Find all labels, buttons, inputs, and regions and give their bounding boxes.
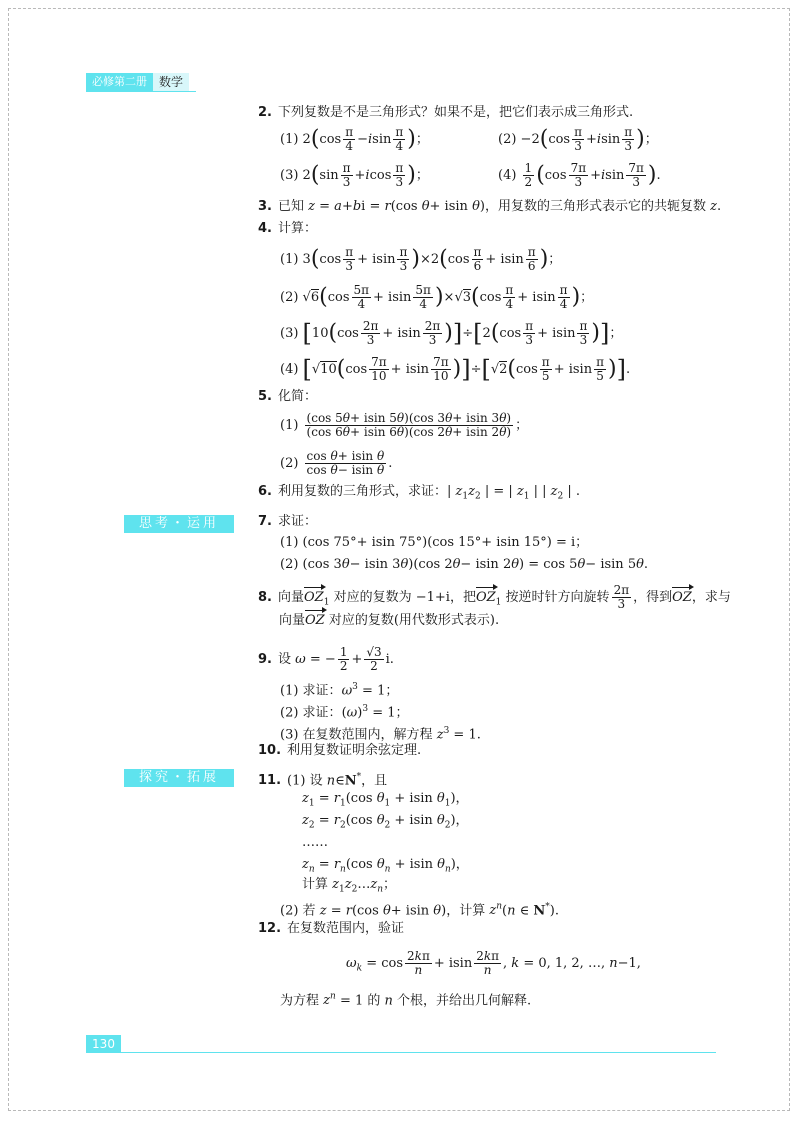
- q7-item-2: (2) (cos 3θ− isin 3θ)(cos 2θ− isin 2θ) = cos 5θ− isin 5θ.: [280, 557, 649, 572]
- question-7: 7. 求证：: [258, 514, 317, 529]
- q7-item-1: (1) (cos 75°+ isin 75°)(cos 15°+ isin 15°) = i；: [280, 535, 589, 550]
- header-title: 数学: [153, 73, 189, 91]
- q2-item-1: (1) 2(cos $\frac{\pi}{4}$ −isin $\frac{\pi}{4}$ )；: [280, 125, 429, 153]
- header-rule: [86, 91, 196, 92]
- footer-rule: [121, 1052, 716, 1053]
- q11-item-2: (2) 若 z = r(cos θ+ isin θ)，计算 $z^n(n$ ∈ N*).: [280, 902, 559, 919]
- q5-item-2: (2) $\frac{\text{cos θ+ isin θ}}{\text{cos θ− isin θ}}$ .: [280, 449, 393, 477]
- side-tag-explore: 探究・拓展: [124, 769, 234, 787]
- q11-calc: 计算 $z_1z_2\dots z_n$；: [302, 877, 397, 895]
- header-tag: 必修第二册: [86, 73, 153, 91]
- q2-item-2: (2) −2(cos $\frac{\pi}{3}$ +isin $\frac{\pi}{3}$ )；: [498, 125, 658, 153]
- q4-item-4: (4) [√10(cos $\frac{7\pi}{10}$ + isin $\frac{7\pi}{10}$ )]÷[√2(cos $\frac{\pi}{5}$ + isin $\frac{\pi}{5}$ )].: [280, 355, 631, 384]
- q12-formula: $\omega_k = \cos$ $\frac{2k\pi}{n}$ + isin $\frac{2k\pi}{n}$ , k = 0, 1, 2, …, n−1,: [346, 949, 641, 977]
- question-12: 12. 在复数范围内，验证: [258, 921, 405, 936]
- q9-item-1: (1) 求证：$\omega^3 = 1$；: [280, 682, 399, 699]
- question-4: 4. 计算：: [258, 221, 317, 236]
- q2-item-4: (4) $\frac{1}{2}$ (cos $\frac{7\pi}{3}$ +isin $\frac{7\pi}{3}$ ).: [498, 161, 661, 189]
- q4-item-3: (3) [10(cos $\frac{2\pi}{3}$ + isin $\frac{2\pi}{3}$ )]÷[2(cos $\frac{\pi}{3}$ + isin $\frac{\pi}{3}$ )]；: [280, 319, 623, 348]
- question-5: 5. 化简：: [258, 389, 317, 404]
- question-8: 8. 向量$OZ_1$ 对应的复数为 −1+i，把$OZ_1$ 按逆时针方向旋转 $\frac{2\pi}{3}$ ，得到OZ，求与: [258, 583, 731, 611]
- q5-item-1: (1) $\frac{(\cos 5\theta+ isin 5\theta)(\cos 3\theta+ isin 3\theta)}{(\cos 6\theta+ isin 6\theta)(\cos 2\theta+ isin 2\theta)}$ ；: [280, 411, 529, 439]
- q2-item-3: (3) 2(sin $\frac{\pi}{3}$ +icos $\frac{\pi}{3}$ )；: [280, 161, 429, 189]
- q11-zn: $z_n = r_n(\cos$ $\theta_n + isin$ $\theta_n$)，: [302, 857, 469, 875]
- side-tag-think: 思考・运用: [124, 515, 234, 533]
- question-3: 3. 已知 z = a+bi = r(cos θ+ isin θ)，用复数的三角形式表示它的共轭复数 z.: [258, 199, 722, 214]
- q4-item-1: (1) 3(cos $\frac{\pi}{3}$ + isin $\frac{\pi}{3}$ )×2(cos $\frac{\pi}{6}$ + isin $\frac{\pi}{6}$ )；: [280, 245, 562, 273]
- question-10: 10. 利用复数证明余弦定理.: [258, 743, 422, 758]
- question-2: 2. 下列复数是不是三角形式？如果不是，把它们表示成三角形式.: [258, 105, 634, 120]
- q12-tail: 为方程 $z^n = 1$ 的 n 个根，并给出几何解释.: [280, 992, 532, 1009]
- question-9: 9. 设 ω = − $\frac{1}{2}$ + $\frac{√3}{2}$ i.: [258, 645, 394, 673]
- q11-z2: $z_2 = r_2(\cos$ $\theta_2 + isin$ $\theta_2$)，: [302, 813, 469, 831]
- q4-item-2: (2) √6(cos $\frac{5\pi}{4}$ + isin $\frac{5\pi}{4}$ )×√3(cos $\frac{\pi}{4}$ + isin $\frac{\pi}{4}$ )；: [280, 283, 594, 311]
- question-11: 11. (1) 设 n∈N*，且: [258, 772, 388, 789]
- q11-z1: $z_1 = r_1(\cos$ $\theta_1 + isin$ $\theta_1$)，: [302, 791, 469, 809]
- question-6: 6. 利用复数的三角形式，求证：| $z_1z_2$ | = | $z_1$ | | $z_2$ | .: [258, 484, 581, 502]
- q11-dots: ……: [302, 835, 328, 850]
- q9-item-3: (3) 在复数范围内，解方程 $z^3 = 1$.: [280, 726, 481, 743]
- q9-item-2: (2) 求证：$(\omega)^3 = 1$；: [280, 704, 409, 721]
- page-header: [86, 73, 189, 91]
- question-8-line-2: 向量OZ 对应的复数(用代数形式表示).: [279, 613, 500, 628]
- question-2-text: 下列复数是不是三角形式？如果不是，把它们表示成三角形式.: [277, 105, 634, 120]
- page-number: 130: [86, 1035, 121, 1053]
